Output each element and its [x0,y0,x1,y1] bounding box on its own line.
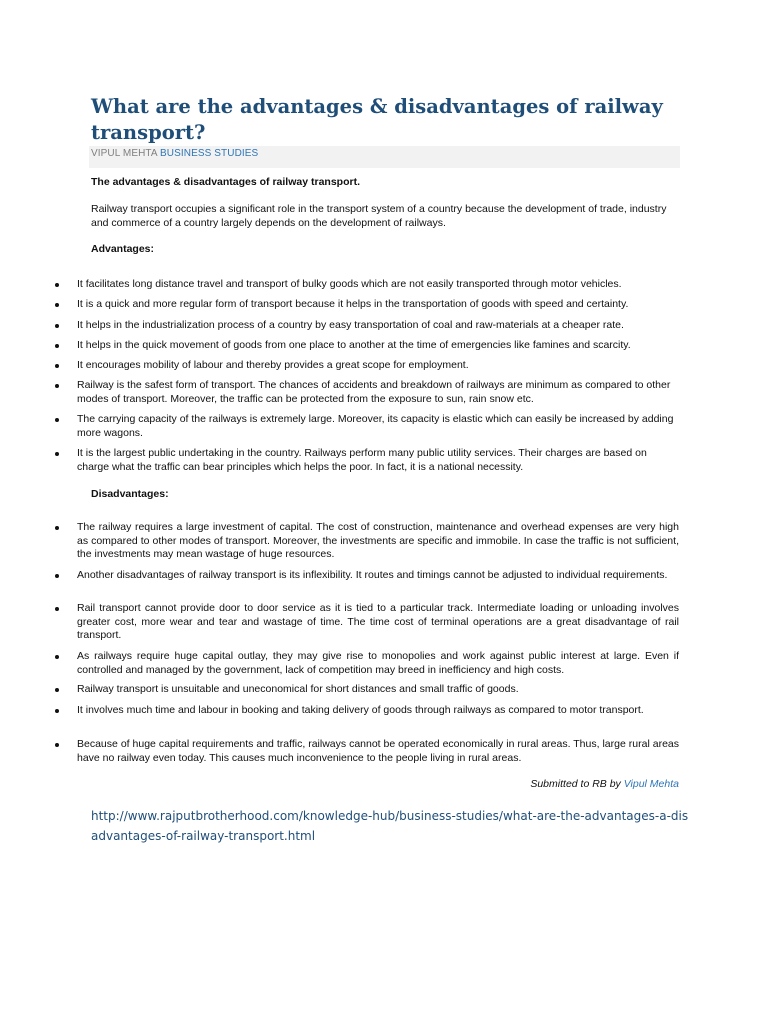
category-label: BUSINESS STUDIES [160,148,259,159]
bullet-icon [55,688,59,692]
bullet-icon [55,709,59,713]
list-item: Another disadvantages of railway transport is its inflexibility. It routes and timings cannot be adjusted to individual requirements. [77,569,679,583]
bullet-icon [55,344,59,348]
submitted-line [530,778,679,790]
bullet-icon [55,384,59,388]
advantages-heading: Advantages: [91,243,155,255]
list-item: Railway is the safest form of transport. The chances of accidents and breakdown of railways are minimum as compared to other modes of transport. Moreover, the traffic can be protected from the exposure to sun, rain snow etc. [77,379,679,406]
list-item: The carrying capacity of the railways is extremely large. Moreover, its capacity is elastic which can easily be increased by adding more wagons. [77,413,679,440]
bullet-icon [55,303,59,307]
bullet-icon [55,364,59,368]
list-item: It involves much time and labour in booking and taking delivery of goods through railways as compared to motor transport. [77,704,679,718]
bullet-icon [55,743,59,747]
list-item: It facilitates long distance travel and transport of bulky goods which are not easily transported through motor vehicles. [77,278,679,292]
disadvantages-heading: Disadvantages: [91,488,169,500]
bullet-icon [55,418,59,422]
list-item: It helps in the quick movement of goods from one place to another at the time of emergencies like famines and scarcity. [77,339,679,353]
article-title: What are the advantages & disadvantages of railway transport? [91,95,663,144]
byline [91,148,258,159]
bullet-icon [55,452,59,456]
list-item: Because of huge capital requirements and traffic, railways cannot be operated economically in rural areas. Thus, large rural areas have no railway even today. This causes much inconvenience to the people living in rural areas. [77,738,679,765]
author-name: VIPUL MEHTA [91,148,158,159]
bullet-icon [55,526,59,530]
list-item: It is the largest public undertaking in the country. Railways perform many public utility services. Their charges are based on charge what the traffic can bear principles which helps the poor. In fact, it is a national necessity. [77,447,679,474]
bullet-icon [55,283,59,287]
intro-paragraph: Railway transport occupies a significant role in the transport system of a country because the development of trade, industry and commerce of a country largely depends on the development of railways. [91,203,667,229]
submitter-link[interactable]: Vipul Mehta [623,778,679,790]
bullet-icon [55,324,59,328]
submitted-prefix: Submitted to RB by [530,778,621,790]
article-subheading: The advantages & disadvantages of railway transport. [91,176,360,188]
list-item: The railway requires a large investment of capital. The cost of construction, maintenance and overhead expenses are very high as compared to other modes of transport. Moreover, the investments are specific and immobile. In case the traffic is not sufficient, the investments may mean wastage of huge resources. [77,521,679,562]
list-item: Rail transport cannot provide door to door service as it is tied to a particular track. Intermediate loading or unloading involves greater cost, more wear and tear and wastage of time. The time cost of terminal operations are a great disadvantage of rail transport. [77,602,679,643]
list-item: Railway transport is unsuitable and uneconomical for short distances and small traffic of goods. [77,683,679,697]
source-url-link[interactable]: http://www.rajputbrotherhood.com/knowledge-hub/business-studies/what-are-the-advantages-a-disadvantages-of-railway-transport.html [91,809,689,843]
list-item: It is a quick and more regular form of transport because it helps in the transportation of goods with speed and certainty. [77,298,679,312]
bullet-icon [55,655,59,659]
bullet-icon [55,607,59,611]
list-item: As railways require huge capital outlay, they may give rise to monopolies and work against public interest at large. Even if controlled and managed by the government, lack of competition may breed in inefficiency and high costs. [77,650,679,677]
list-item: It helps in the industrialization process of a country by easy transportation of coal and raw-materials at a cheaper rate. [77,319,679,333]
list-item: It encourages mobility of labour and thereby provides a great scope for employment. [77,359,679,373]
bullet-icon [55,574,59,578]
